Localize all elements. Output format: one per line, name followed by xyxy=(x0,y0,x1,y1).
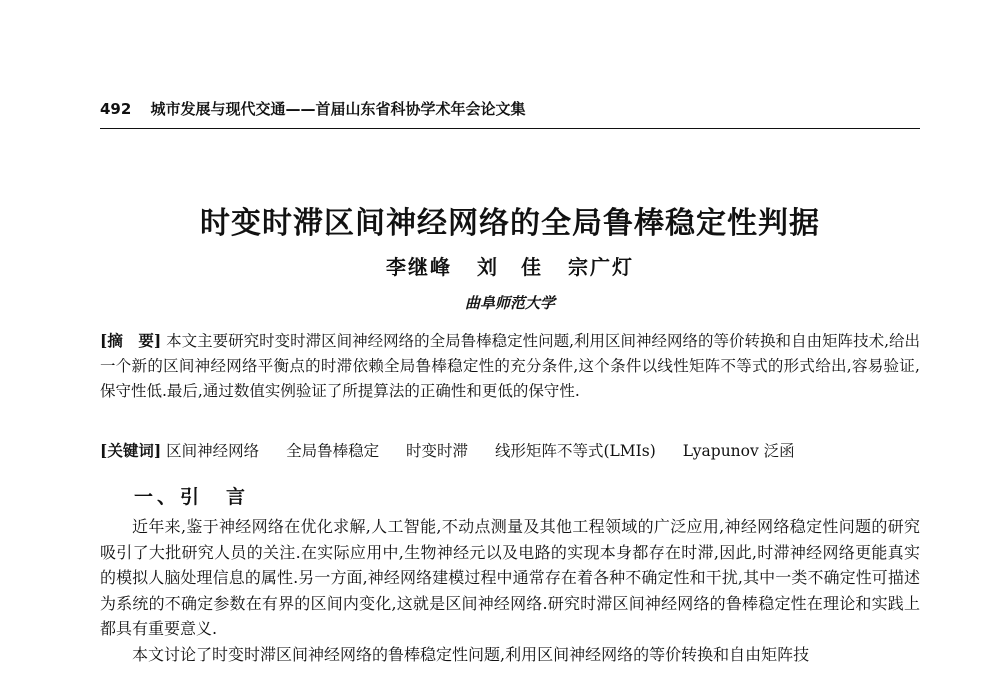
keywords xyxy=(100,438,920,464)
running-header xyxy=(100,98,920,119)
section-heading: 一、引 言 xyxy=(134,486,250,508)
affiliation: 曲阜师范大学 xyxy=(464,294,555,312)
keyword: Lyapunov 泛函 xyxy=(682,442,795,460)
author: 李继峰 xyxy=(386,255,453,279)
keyword: 时变时滞 xyxy=(406,442,469,460)
keywords-tag: [关键词] xyxy=(100,441,162,460)
paper-title: 时变时滞区间神经网络的全局鲁棒稳定性判据 xyxy=(200,206,820,241)
author: 宗广灯 xyxy=(567,255,634,279)
abstract xyxy=(100,328,920,404)
section-body xyxy=(100,514,920,667)
paragraph: 本文讨论了时变时滞区间神经网络的鲁棒稳定性问题,利用区间神经网络的等价转换和自由矩阵技 xyxy=(132,644,810,664)
header-rule xyxy=(100,128,920,129)
abstract-tag: [摘 要] xyxy=(100,331,162,350)
page-number: 492 xyxy=(100,100,132,118)
author-list xyxy=(100,251,920,280)
keyword: 区间神经网络 xyxy=(166,442,260,460)
abstract-text: 本文主要研究时变时滞区间神经网络的全局鲁棒稳定性问题,利用区间神经网络的等价转换和自由矩阵技术,给出一个新的区间神经网络平衡点的时滞依赖全局鲁棒稳定性的充分条件,这个条件以线性矩阵不等式的形式给出,容易验证,保守性低.最后,通过数值实例验证了所提算法的正确性和更低的保守性. xyxy=(100,332,920,400)
author: 刘 佳 xyxy=(477,255,543,279)
keyword: 线形矩阵不等式(LMIs) xyxy=(494,442,656,460)
keyword: 全局鲁棒稳定 xyxy=(286,442,380,460)
running-title: 城市发展与现代交通——首届山东省科协学术年会论文集 xyxy=(150,100,526,118)
paragraph: 近年来,鉴于神经网络在优化求解,人工智能,不动点测量及其他工程领域的广泛应用,神经网络稳定性问题的研究吸引了大批研究人员的关注.在实际应用中,生物神经元以及电路的实现本身都存在时滞,因此,时滞神经网络更能真实的模拟人脑处理信息的属性.另一方面,神经网络建模过程中通常存在着各种不确定性和干扰,其中一类不确定性可描述为系统的不确定参数在有界的区间内变化,这就是区间神经网络.研究时滞区间神经网络的鲁棒稳定性在理论和实践上都具有重要意义. xyxy=(100,517,920,638)
